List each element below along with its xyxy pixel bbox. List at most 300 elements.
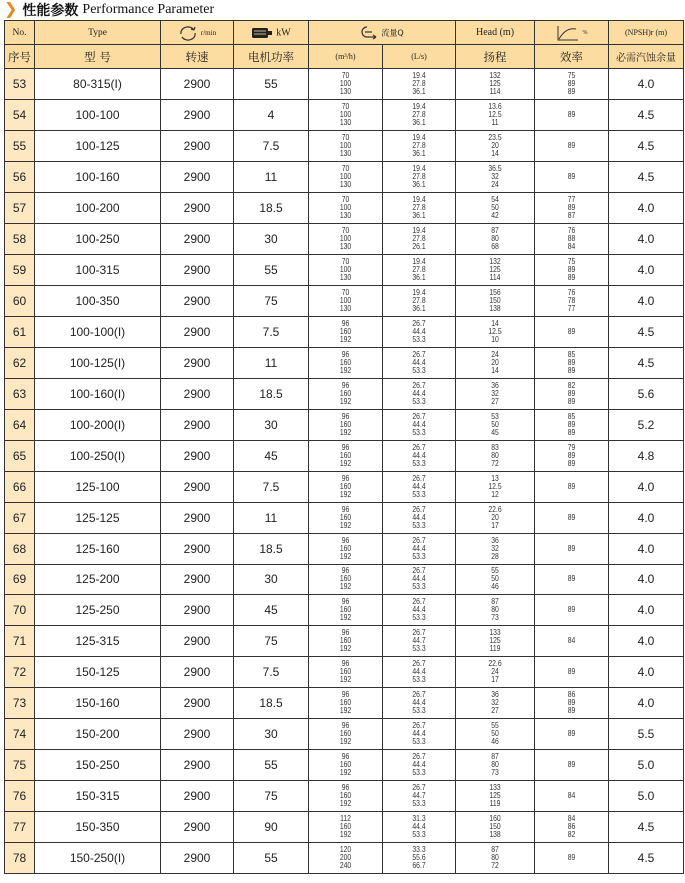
cell-eff-value: 82 bbox=[567, 830, 576, 840]
cell-head-value: 12.5 bbox=[488, 109, 502, 119]
cell-head bbox=[456, 688, 535, 719]
cell-type: 100-125(I) bbox=[35, 347, 161, 378]
cell-speed: 2900 bbox=[161, 99, 234, 130]
cell-eff bbox=[535, 843, 609, 874]
cell-flow-ls-value: 19.4 bbox=[412, 163, 426, 173]
col-eff-header-zh: 效率 bbox=[535, 45, 609, 69]
col-no-header-zh: 序号 bbox=[5, 45, 35, 69]
cell-head-value: 87 bbox=[491, 845, 499, 855]
cell-speed: 2900 bbox=[161, 812, 234, 843]
cell-eff-value: 89 bbox=[567, 543, 576, 553]
cell-flow-ls bbox=[383, 254, 456, 285]
cell-flow-ls-value: 44.4 bbox=[412, 574, 426, 584]
cell-head bbox=[456, 254, 535, 285]
cell-head-value: 68 bbox=[491, 241, 499, 251]
cell-flow-m3h bbox=[309, 688, 383, 719]
cell-flow-m3h bbox=[309, 564, 383, 595]
cell-head-value: 119 bbox=[489, 799, 501, 809]
cell-flow-ls-value: 53.3 bbox=[412, 489, 426, 499]
col-npsh-header: (NPSH)r (m) bbox=[609, 21, 684, 45]
cell-flow-m3h bbox=[309, 657, 383, 688]
cell-head-value: 10 bbox=[491, 334, 499, 344]
cell-no: 73 bbox=[5, 688, 35, 719]
cell-flow-m3h bbox=[309, 812, 383, 843]
cell-head-value: 36 bbox=[491, 380, 499, 390]
cell-flow-m3h bbox=[309, 254, 383, 285]
cell-power: 18.5 bbox=[234, 378, 309, 409]
cell-flow-ls-value: 53.3 bbox=[412, 427, 426, 437]
cell-flow-ls bbox=[383, 223, 456, 254]
title-zh: 性能参数 bbox=[22, 3, 79, 19]
cell-no: 53 bbox=[5, 69, 35, 100]
cell-flow-m3h-value: 96 bbox=[341, 597, 350, 607]
cell-eff-value: 89 bbox=[567, 853, 576, 863]
title-en: Performance Parameter bbox=[82, 2, 215, 17]
cell-head-value: 46 bbox=[491, 582, 499, 592]
cell-npsh: 4.0 bbox=[609, 223, 684, 254]
cell-head-value: 156 bbox=[489, 287, 501, 297]
cell-flow-m3h-value: 160 bbox=[339, 481, 352, 491]
cell-power: 18.5 bbox=[234, 192, 309, 223]
cell-flow-ls bbox=[383, 69, 456, 100]
cell-npsh: 4.0 bbox=[609, 192, 684, 223]
table-row bbox=[5, 533, 684, 564]
cell-flow-ls-value: 19.4 bbox=[412, 287, 426, 297]
cell-flow-ls-value: 26.7 bbox=[412, 473, 426, 483]
cell-head-value: 28 bbox=[491, 551, 499, 561]
cell-type: 100-200(I) bbox=[35, 409, 161, 440]
cell-head-value: 80 bbox=[491, 853, 499, 863]
cell-head-value: 36 bbox=[491, 690, 499, 700]
col-eff-header bbox=[535, 21, 609, 45]
cell-speed: 2900 bbox=[161, 192, 234, 223]
cell-flow-m3h-value: 130 bbox=[339, 272, 352, 282]
cell-npsh: 4.0 bbox=[609, 69, 684, 100]
cell-power: 75 bbox=[234, 626, 309, 657]
cell-head bbox=[456, 595, 535, 626]
cell-head bbox=[456, 719, 535, 750]
cell-flow-ls bbox=[383, 161, 456, 192]
cell-flow-m3h-value: 100 bbox=[339, 264, 352, 274]
cell-flow-ls-value: 27.8 bbox=[412, 78, 426, 88]
cell-flow-m3h-value: 70 bbox=[341, 256, 350, 266]
cell-flow-m3h-value: 96 bbox=[341, 752, 350, 762]
cell-eff-value: 89 bbox=[567, 698, 576, 708]
cell-flow-ls-value: 53.3 bbox=[412, 458, 426, 468]
rotation-icon bbox=[178, 25, 198, 41]
cell-power: 11 bbox=[234, 161, 309, 192]
cell-speed: 2900 bbox=[161, 471, 234, 502]
cell-no: 76 bbox=[5, 781, 35, 812]
cell-flow-m3h bbox=[309, 378, 383, 409]
cell-flow-ls bbox=[383, 812, 456, 843]
cell-eff bbox=[535, 69, 609, 100]
cell-power: 55 bbox=[234, 69, 309, 100]
cell-eff bbox=[535, 347, 609, 378]
cell-flow-ls bbox=[383, 285, 456, 316]
cell-flow-m3h bbox=[309, 69, 383, 100]
cell-flow-m3h-value: 160 bbox=[339, 636, 352, 646]
cell-flow-ls bbox=[383, 781, 456, 812]
table-row bbox=[5, 347, 684, 378]
cell-no: 58 bbox=[5, 223, 35, 254]
cell-eff-value: 89 bbox=[567, 481, 576, 491]
cell-flow-ls bbox=[383, 409, 456, 440]
col-npsh-header-zh: 必需汽蚀余量 bbox=[609, 45, 684, 69]
cell-npsh: 5.0 bbox=[609, 781, 684, 812]
cell-flow-ls-value: 53.3 bbox=[412, 365, 426, 375]
cell-power: 7.5 bbox=[234, 471, 309, 502]
cell-head bbox=[456, 192, 535, 223]
cell-power: 30 bbox=[234, 409, 309, 440]
cell-flow-m3h bbox=[309, 347, 383, 378]
cell-flow-ls-value: 27.8 bbox=[412, 264, 426, 274]
cell-head-value: 46 bbox=[491, 737, 499, 747]
cell-flow-ls bbox=[383, 626, 456, 657]
cell-flow-m3h-value: 192 bbox=[339, 613, 352, 623]
cell-no: 57 bbox=[5, 192, 35, 223]
cell-flow-m3h-value: 96 bbox=[341, 659, 350, 669]
cell-head-value: 12.5 bbox=[488, 481, 502, 491]
cell-flow-ls-value: 26.7 bbox=[412, 411, 426, 421]
cell-flow-ls bbox=[383, 564, 456, 595]
cell-type: 125-250 bbox=[35, 595, 161, 626]
cell-flow-m3h-value: 100 bbox=[339, 109, 352, 119]
cell-no: 77 bbox=[5, 812, 35, 843]
cell-flow-m3h bbox=[309, 471, 383, 502]
cell-eff-value: 88 bbox=[567, 233, 576, 243]
cell-head-value: 17 bbox=[491, 520, 499, 530]
cell-power: 75 bbox=[234, 285, 309, 316]
cell-flow-ls-value: 26.7 bbox=[412, 535, 426, 545]
cell-power: 45 bbox=[234, 440, 309, 471]
cell-head-value: 119 bbox=[489, 644, 501, 654]
cell-flow-ls-value: 36.1 bbox=[412, 303, 426, 313]
cell-head-value: 27 bbox=[491, 706, 499, 716]
cell-flow-ls-value: 36.1 bbox=[412, 272, 426, 282]
cell-flow-m3h bbox=[309, 533, 383, 564]
cell-flow-m3h-value: 160 bbox=[339, 357, 352, 367]
cell-head-value: 83 bbox=[491, 442, 499, 452]
cell-flow-m3h-value: 130 bbox=[339, 117, 352, 127]
cell-flow-m3h bbox=[309, 440, 383, 471]
cell-head-value: 73 bbox=[491, 613, 499, 623]
cell-head bbox=[456, 409, 535, 440]
cell-head-value: 132 bbox=[489, 70, 501, 80]
cell-head-value: 20 bbox=[491, 512, 499, 522]
table-row bbox=[5, 285, 684, 316]
table-row bbox=[5, 719, 684, 750]
cell-eff-value: 77 bbox=[567, 194, 576, 204]
cell-eff-value: 84 bbox=[567, 636, 576, 646]
table-row bbox=[5, 688, 684, 719]
cell-head-value: 53 bbox=[491, 411, 499, 421]
cell-flow-m3h-value: 160 bbox=[339, 698, 352, 708]
cell-flow-m3h-value: 100 bbox=[339, 140, 352, 150]
table-row bbox=[5, 378, 684, 409]
cell-npsh: 4.5 bbox=[609, 130, 684, 161]
cell-eff bbox=[535, 316, 609, 347]
cell-flow-ls-value: 44.4 bbox=[412, 481, 426, 491]
cell-speed: 2900 bbox=[161, 533, 234, 564]
cell-speed: 2900 bbox=[161, 750, 234, 781]
cell-flow-ls-value: 19.4 bbox=[412, 70, 426, 80]
cell-flow-m3h-value: 192 bbox=[339, 489, 352, 499]
cell-flow-m3h bbox=[309, 719, 383, 750]
cell-flow-ls-value: 53.3 bbox=[412, 737, 426, 747]
table-row bbox=[5, 161, 684, 192]
cell-head-value: 72 bbox=[491, 861, 499, 871]
cell-npsh: 4.8 bbox=[609, 440, 684, 471]
cell-head-value: 150 bbox=[489, 822, 501, 832]
cell-flow-m3h-value: 130 bbox=[339, 210, 352, 220]
cell-head bbox=[456, 130, 535, 161]
cell-flow-m3h-value: 96 bbox=[341, 442, 350, 452]
cell-npsh: 4.0 bbox=[609, 564, 684, 595]
cell-type: 125-160 bbox=[35, 533, 161, 564]
motor-icon bbox=[251, 27, 273, 39]
col-type-header: Type bbox=[35, 21, 161, 45]
cell-flow-m3h-value: 192 bbox=[339, 365, 352, 375]
cell-head-value: 138 bbox=[489, 830, 501, 840]
cell-flow-m3h-value: 70 bbox=[341, 163, 350, 173]
cell-flow-m3h bbox=[309, 502, 383, 533]
cell-head-value: 50 bbox=[491, 574, 499, 584]
cell-speed: 2900 bbox=[161, 69, 234, 100]
cell-speed: 2900 bbox=[161, 378, 234, 409]
cell-flow-m3h-value: 192 bbox=[339, 644, 352, 654]
cell-power: 30 bbox=[234, 564, 309, 595]
cell-speed: 2900 bbox=[161, 564, 234, 595]
cell-eff-value: 87 bbox=[567, 210, 576, 220]
cell-eff bbox=[535, 781, 609, 812]
cell-head-value: 125 bbox=[489, 78, 501, 88]
cell-flow-m3h-value: 192 bbox=[339, 582, 352, 592]
cell-head-value: 114 bbox=[489, 86, 501, 96]
cell-eff-value: 86 bbox=[567, 822, 576, 832]
cell-power: 30 bbox=[234, 719, 309, 750]
cell-no: 64 bbox=[5, 409, 35, 440]
cell-head-value: 132 bbox=[489, 256, 501, 266]
cell-type: 100-100 bbox=[35, 99, 161, 130]
cell-flow-m3h-value: 192 bbox=[339, 396, 352, 406]
cell-type: 125-125 bbox=[35, 502, 161, 533]
cell-head-value: 11 bbox=[491, 117, 499, 127]
cell-no: 54 bbox=[5, 99, 35, 130]
cell-eff-value: 89 bbox=[567, 419, 576, 429]
cell-flow-ls-value: 26.7 bbox=[412, 628, 426, 638]
chevron-right-icon: ❯ bbox=[4, 1, 18, 18]
cell-flow-ls bbox=[383, 533, 456, 564]
cell-flow-ls-value: 53.3 bbox=[412, 768, 426, 778]
cell-flow-ls-value: 26.7 bbox=[412, 442, 426, 452]
cell-no: 65 bbox=[5, 440, 35, 471]
cell-type: 100-200 bbox=[35, 192, 161, 223]
cell-flow-ls-value: 44.4 bbox=[412, 605, 426, 615]
cell-no: 63 bbox=[5, 378, 35, 409]
cell-flow-ls-value: 44.4 bbox=[412, 822, 426, 832]
cell-head-value: 87 bbox=[491, 752, 499, 762]
cell-flow-m3h-value: 130 bbox=[339, 148, 352, 158]
cell-flow-m3h-value: 160 bbox=[339, 791, 352, 801]
cell-npsh: 5.6 bbox=[609, 378, 684, 409]
cell-head-value: 12.5 bbox=[488, 326, 502, 336]
cell-head-value: 13 bbox=[491, 473, 499, 483]
cell-head-value: 20 bbox=[491, 140, 499, 150]
cell-eff bbox=[535, 564, 609, 595]
cell-flow-m3h-value: 70 bbox=[341, 287, 350, 297]
cell-flow-ls-value: 44.7 bbox=[412, 791, 426, 801]
cell-no: 78 bbox=[5, 843, 35, 874]
cell-head-value: 23.5 bbox=[488, 132, 502, 142]
cell-type: 125-315 bbox=[35, 626, 161, 657]
col-power-header bbox=[234, 21, 309, 45]
cell-npsh: 4.0 bbox=[609, 688, 684, 719]
cell-flow-m3h bbox=[309, 626, 383, 657]
cell-flow-m3h-value: 96 bbox=[341, 411, 350, 421]
cell-npsh: 5.2 bbox=[609, 409, 684, 440]
table-row bbox=[5, 409, 684, 440]
cell-head-value: 125 bbox=[489, 791, 501, 801]
cell-flow-m3h-value: 96 bbox=[341, 721, 350, 731]
cell-flow-m3h bbox=[309, 750, 383, 781]
cell-flow-ls-value: 19.4 bbox=[412, 101, 426, 111]
cell-head bbox=[456, 657, 535, 688]
table-row bbox=[5, 502, 684, 533]
cell-speed: 2900 bbox=[161, 130, 234, 161]
cell-no: 75 bbox=[5, 750, 35, 781]
cell-flow-m3h bbox=[309, 223, 383, 254]
cell-eff-value: 76 bbox=[567, 287, 576, 297]
cell-flow-ls-value: 36.1 bbox=[412, 86, 426, 96]
cell-flow-m3h bbox=[309, 409, 383, 440]
cell-flow-ls-value: 26.7 bbox=[412, 659, 426, 669]
cell-eff-value: 86 bbox=[567, 690, 576, 700]
cell-flow-m3h-value: 192 bbox=[339, 427, 352, 437]
page-title bbox=[0, 0, 685, 20]
cell-flow-ls-value: 31.3 bbox=[412, 814, 426, 824]
cell-flow-m3h-value: 240 bbox=[339, 861, 352, 871]
cell-flow-ls-value: 26.7 bbox=[412, 318, 426, 328]
cell-type: 100-160 bbox=[35, 161, 161, 192]
cell-power: 45 bbox=[234, 595, 309, 626]
table-row bbox=[5, 750, 684, 781]
cell-flow-ls-value: 44.4 bbox=[412, 357, 426, 367]
cell-head-value: 17 bbox=[491, 675, 499, 685]
cell-flow-m3h-value: 112 bbox=[340, 814, 351, 824]
cell-npsh: 5.5 bbox=[609, 719, 684, 750]
cell-flow-ls bbox=[383, 440, 456, 471]
cell-flow-ls-value: 53.3 bbox=[412, 396, 426, 406]
cell-npsh: 4.5 bbox=[609, 812, 684, 843]
cell-flow-ls-value: 26.1 bbox=[412, 241, 426, 251]
cell-eff-value: 89 bbox=[567, 357, 576, 367]
cell-flow-ls-value: 53.3 bbox=[412, 551, 426, 561]
cell-eff-value: 89 bbox=[567, 512, 576, 522]
cell-flow-ls-value: 27.8 bbox=[412, 171, 426, 181]
cell-flow-m3h-value: 70 bbox=[341, 101, 350, 111]
cell-head bbox=[456, 626, 535, 657]
cell-flow-ls-value: 27.8 bbox=[412, 295, 426, 305]
cell-flow-ls-value: 44.4 bbox=[412, 729, 426, 739]
cell-flow-m3h-value: 96 bbox=[341, 318, 350, 328]
cell-head-value: 36 bbox=[491, 535, 499, 545]
cell-eff-value: 89 bbox=[567, 109, 576, 119]
cell-flow-m3h-value: 70 bbox=[341, 225, 350, 235]
cell-head-value: 32 bbox=[491, 388, 499, 398]
col-flow-m3h-header: (m³/h) bbox=[309, 45, 383, 69]
cell-flow-ls-value: 36.1 bbox=[412, 179, 426, 189]
cell-flow-ls-value: 53.3 bbox=[412, 520, 426, 530]
cell-flow-ls bbox=[383, 99, 456, 130]
cell-head-value: 22.6 bbox=[488, 504, 502, 514]
cell-head-value: 150 bbox=[489, 295, 501, 305]
cell-head-value: 80 bbox=[491, 233, 499, 243]
cell-head bbox=[456, 750, 535, 781]
cell-no: 62 bbox=[5, 347, 35, 378]
cell-power: 4 bbox=[234, 99, 309, 130]
table-row bbox=[5, 564, 684, 595]
efficiency-curve-icon bbox=[556, 25, 580, 41]
cell-eff-value: 89 bbox=[567, 760, 576, 770]
cell-flow-ls bbox=[383, 316, 456, 347]
table-row bbox=[5, 69, 684, 100]
cell-power: 55 bbox=[234, 750, 309, 781]
cell-eff bbox=[535, 440, 609, 471]
cell-eff-value: 82 bbox=[567, 380, 576, 390]
cell-speed: 2900 bbox=[161, 502, 234, 533]
cell-head bbox=[456, 285, 535, 316]
cell-flow-m3h bbox=[309, 843, 383, 874]
cell-head-value: 32 bbox=[491, 171, 499, 181]
cell-flow-ls-value: 27.8 bbox=[412, 140, 426, 150]
cell-type: 150-250 bbox=[35, 750, 161, 781]
cell-eff-value: 89 bbox=[567, 667, 576, 677]
cell-flow-ls-value: 44.4 bbox=[412, 512, 426, 522]
cell-type: 80-315(I) bbox=[35, 69, 161, 100]
cell-head-value: 13.6 bbox=[488, 101, 502, 111]
cell-no: 74 bbox=[5, 719, 35, 750]
cell-type: 150-125 bbox=[35, 657, 161, 688]
cell-flow-m3h-value: 70 bbox=[341, 132, 350, 142]
cell-flow-ls-value: 26.7 bbox=[412, 783, 426, 793]
cell-flow-m3h-value: 96 bbox=[341, 783, 350, 793]
cell-flow-ls-value: 53.3 bbox=[412, 644, 426, 654]
cell-head-value: 73 bbox=[491, 768, 499, 778]
cell-eff-value: 84 bbox=[567, 814, 576, 824]
cell-speed: 2900 bbox=[161, 254, 234, 285]
cell-flow-ls-value: 36.1 bbox=[412, 117, 426, 127]
cell-type: 150-350 bbox=[35, 812, 161, 843]
cell-type: 100-250(I) bbox=[35, 440, 161, 471]
cell-flow-m3h-value: 192 bbox=[339, 551, 352, 561]
table-row bbox=[5, 843, 684, 874]
cell-head bbox=[456, 161, 535, 192]
cell-flow-ls-value: 44.4 bbox=[412, 667, 426, 677]
cell-flow-m3h-value: 192 bbox=[339, 675, 352, 685]
cell-flow-ls bbox=[383, 378, 456, 409]
cell-flow-m3h bbox=[309, 192, 383, 223]
cell-type: 125-100 bbox=[35, 471, 161, 502]
cell-head-value: 32 bbox=[491, 698, 499, 708]
cell-speed: 2900 bbox=[161, 719, 234, 750]
cell-head bbox=[456, 781, 535, 812]
cell-eff-value: 89 bbox=[567, 264, 576, 274]
cell-flow-m3h-value: 96 bbox=[341, 504, 350, 514]
cell-head bbox=[456, 533, 535, 564]
cell-eff bbox=[535, 502, 609, 533]
cell-head bbox=[456, 378, 535, 409]
